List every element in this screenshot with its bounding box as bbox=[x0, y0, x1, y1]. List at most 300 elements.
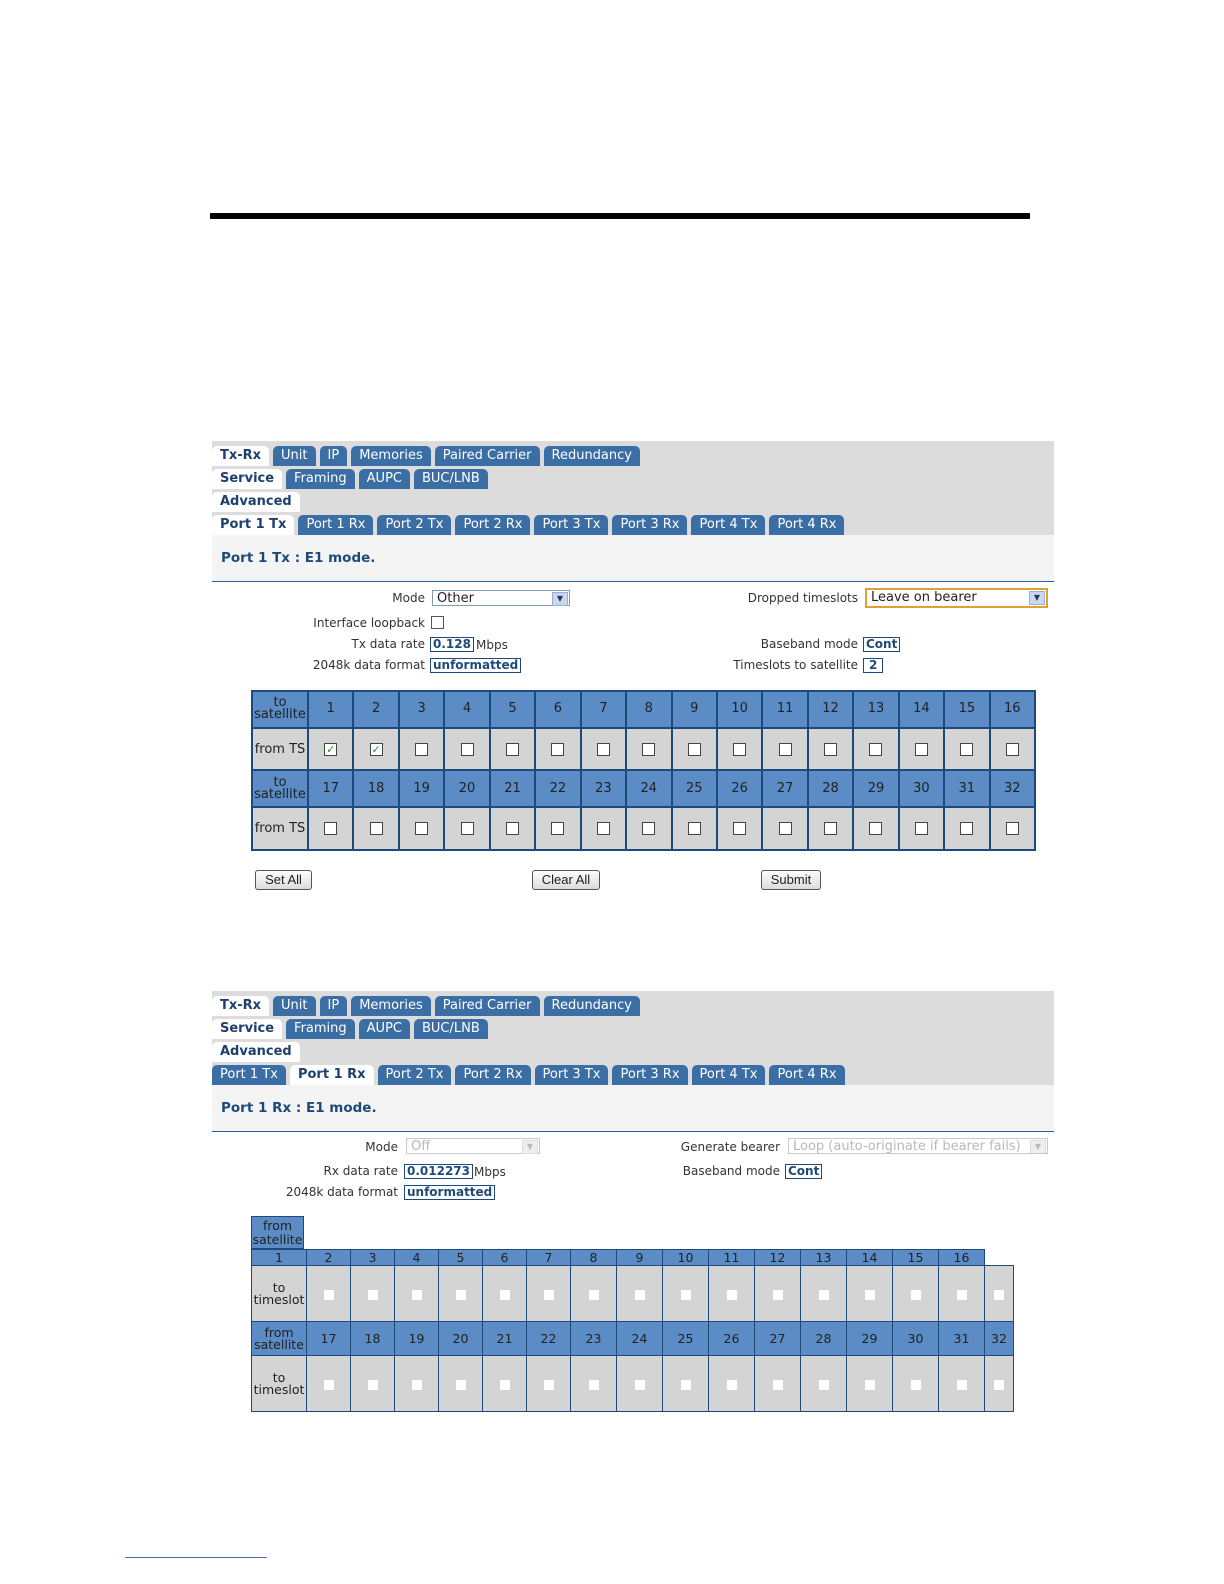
timeslot-checkbox[interactable] bbox=[733, 822, 746, 835]
tx-tabs bbox=[212, 441, 1054, 535]
tab-redundancy[interactable]: Redundancy bbox=[544, 996, 640, 1016]
tab-ip[interactable]: IP bbox=[320, 446, 348, 466]
tx-tabrow-port bbox=[212, 512, 1054, 535]
timeslot-checkbox[interactable] bbox=[368, 1380, 378, 1390]
tx-slot-cell bbox=[853, 728, 898, 771]
rx-slot-number: 1 bbox=[252, 1250, 307, 1266]
tx-format-label: 2048k data format bbox=[312, 658, 425, 672]
tx-slot-cell bbox=[444, 807, 489, 850]
tx-slot-cell bbox=[353, 807, 398, 850]
tx-slot-cell bbox=[808, 807, 853, 850]
tx-slot-cell bbox=[490, 807, 535, 850]
timeslot-checkbox[interactable]: ✓ bbox=[326, 742, 336, 756]
tx-slot-number: 10 bbox=[717, 691, 762, 728]
tx-slot-cell bbox=[308, 807, 353, 850]
tx-slot-number: 23 bbox=[581, 770, 626, 807]
timeslot-checkbox[interactable] bbox=[506, 822, 519, 835]
timeslot-checkbox[interactable] bbox=[773, 1380, 783, 1390]
tab-aupc[interactable]: AUPC bbox=[359, 1019, 410, 1039]
tx-format-value: unformatted bbox=[430, 658, 521, 673]
timeslot-checkbox[interactable] bbox=[727, 1380, 737, 1390]
timeslot-checkbox[interactable] bbox=[681, 1380, 691, 1390]
rx-slot-header-row bbox=[252, 1250, 1014, 1266]
tab-port-4-tx[interactable]: Port 4 Tx bbox=[692, 1065, 766, 1085]
tx-slot-number: 12 bbox=[808, 691, 853, 728]
tx-tabrow-main bbox=[212, 443, 1054, 466]
tab-ip[interactable]: IP bbox=[320, 996, 348, 1016]
tx-slot-cell bbox=[944, 807, 989, 850]
tx-rate-value: 0.128 bbox=[430, 637, 474, 652]
rx-rate-unit: Mbps bbox=[474, 1165, 506, 1179]
tx-slot-number: 1 bbox=[308, 691, 353, 728]
rx-slot-number: 21 bbox=[483, 1322, 527, 1356]
tx-slot-checkbox-row bbox=[252, 807, 1035, 850]
tx-row-header-from-ts: from TS bbox=[252, 807, 308, 850]
rx-slot-number: 12 bbox=[755, 1250, 801, 1266]
rx-slot-cell bbox=[483, 1356, 527, 1412]
rx-slot-cell bbox=[847, 1266, 893, 1322]
tx-slot-cell bbox=[626, 728, 671, 771]
rx-tabs bbox=[212, 991, 1054, 1085]
tx-mode-label: Mode bbox=[392, 591, 425, 605]
rx-slot-cell bbox=[893, 1356, 939, 1412]
timeslot-checkbox[interactable] bbox=[1006, 743, 1019, 756]
timeslot-checkbox[interactable] bbox=[773, 1290, 783, 1300]
timeslot-checkbox[interactable] bbox=[589, 1290, 599, 1300]
rx-slot-number: 11 bbox=[709, 1250, 755, 1266]
tx-slot-number: 3 bbox=[399, 691, 444, 728]
tx-form bbox=[212, 582, 1054, 690]
tx-slot-number: 25 bbox=[672, 770, 717, 807]
timeslot-checkbox[interactable] bbox=[551, 743, 564, 756]
tx-baseband-label: Baseband mode bbox=[760, 637, 858, 651]
tx-slot-number: 30 bbox=[899, 770, 944, 807]
tx-slot-cell bbox=[853, 807, 898, 850]
tab-port-3-rx[interactable]: Port 3 Rx bbox=[612, 1065, 687, 1085]
tx-slot-cell bbox=[626, 807, 671, 850]
rx-generate-label: Generate bearer bbox=[680, 1140, 780, 1154]
timeslot-checkbox[interactable] bbox=[415, 743, 428, 756]
timeslot-checkbox[interactable] bbox=[1006, 822, 1019, 835]
rx-slot-checkbox-row bbox=[252, 1356, 1014, 1412]
tx-slot-cell bbox=[990, 728, 1035, 771]
tx-slot-number: 26 bbox=[717, 770, 762, 807]
tx-slot-cell bbox=[899, 807, 944, 850]
tab-paired-carrier[interactable]: Paired Carrier bbox=[435, 446, 540, 466]
rx-mode-label: Mode bbox=[365, 1140, 398, 1154]
timeslot-checkbox[interactable] bbox=[911, 1290, 921, 1300]
rx-slot-cell bbox=[617, 1356, 663, 1412]
rx-slot-number: 30 bbox=[893, 1322, 939, 1356]
timeslot-checkbox[interactable] bbox=[597, 822, 610, 835]
rx-slot-cell bbox=[755, 1356, 801, 1412]
rx-slot-cell bbox=[893, 1266, 939, 1322]
rx-slot-number: 24 bbox=[617, 1322, 663, 1356]
tx-slot-number: 6 bbox=[535, 691, 580, 728]
timeslot-checkbox[interactable] bbox=[412, 1380, 422, 1390]
rx-slot-number: 14 bbox=[847, 1250, 893, 1266]
timeslot-checkbox[interactable] bbox=[688, 743, 701, 756]
timeslot-checkbox[interactable] bbox=[733, 743, 746, 756]
timeslot-checkbox[interactable] bbox=[412, 1290, 422, 1300]
tab-redundancy[interactable]: Redundancy bbox=[544, 446, 640, 466]
tx-slot-cell bbox=[581, 728, 626, 771]
tab-paired-carrier[interactable]: Paired Carrier bbox=[435, 996, 540, 1016]
rx-slot-number: 23 bbox=[571, 1322, 617, 1356]
timeslot-checkbox[interactable] bbox=[500, 1290, 510, 1300]
rx-slot-number: 16 bbox=[939, 1250, 985, 1266]
timeslot-checkbox[interactable] bbox=[960, 743, 973, 756]
tx-slot-cell bbox=[808, 728, 853, 771]
tab-memories[interactable]: Memories bbox=[351, 996, 431, 1016]
rx-slot-cell bbox=[709, 1356, 755, 1412]
tx-slot-number: 27 bbox=[762, 770, 807, 807]
rx-baseband-label: Baseband mode bbox=[682, 1164, 780, 1178]
timeslot-checkbox[interactable] bbox=[911, 1380, 921, 1390]
tx-slot-number: 31 bbox=[944, 770, 989, 807]
timeslot-checkbox[interactable] bbox=[500, 1380, 510, 1390]
rx-slot-number: 22 bbox=[527, 1322, 571, 1356]
tx-slot-cell bbox=[399, 728, 444, 771]
rx-slot-number: 19 bbox=[395, 1322, 439, 1356]
timeslot-checkbox[interactable] bbox=[915, 822, 928, 835]
timeslot-checkbox[interactable] bbox=[642, 822, 655, 835]
clear-all-button[interactable]: Clear All bbox=[532, 870, 600, 890]
timeslot-checkbox[interactable] bbox=[370, 822, 383, 835]
timeslot-checkbox[interactable] bbox=[957, 1290, 967, 1300]
timeslot-checkbox[interactable] bbox=[324, 1380, 334, 1390]
rx-slot-number: 4 bbox=[395, 1250, 439, 1266]
rx-slot-number: 18 bbox=[351, 1322, 395, 1356]
timeslot-checkbox[interactable] bbox=[994, 1290, 1004, 1300]
chevron-down-icon: ▼ bbox=[1030, 1140, 1046, 1154]
tx-slot-cell bbox=[581, 807, 626, 850]
tx-mode-value: Other bbox=[437, 591, 474, 606]
tx-slot-number: 19 bbox=[399, 770, 444, 807]
timeslot-checkbox[interactable] bbox=[681, 1290, 691, 1300]
tab-port-1-tx[interactable]: Port 1 Tx bbox=[212, 1065, 286, 1085]
timeslot-checkbox[interactable] bbox=[324, 822, 337, 835]
rx-slot-cell bbox=[307, 1266, 351, 1322]
rx-slot-number: 9 bbox=[617, 1250, 663, 1266]
timeslot-checkbox[interactable] bbox=[456, 1380, 466, 1390]
tx-slot-cell bbox=[308, 728, 353, 771]
tab-unit[interactable]: Unit bbox=[273, 996, 315, 1016]
tx-slot-number: 32 bbox=[990, 770, 1035, 807]
rx-slot-number: 7 bbox=[527, 1250, 571, 1266]
rx-slot-cell bbox=[847, 1356, 893, 1412]
set-all-button[interactable]: Set All bbox=[255, 870, 312, 890]
rx-baseband-value: Cont bbox=[785, 1164, 822, 1179]
tx-slot-number: 28 bbox=[808, 770, 853, 807]
tx-slot-number: 22 bbox=[535, 770, 580, 807]
timeslot-checkbox[interactable] bbox=[865, 1290, 875, 1300]
rx-slot-cell bbox=[483, 1266, 527, 1322]
tx-ts-to-sat-value: 2 bbox=[863, 658, 883, 673]
timeslot-checkbox[interactable] bbox=[915, 743, 928, 756]
rx-slot-number: 17 bbox=[307, 1322, 351, 1356]
rx-slot-cell bbox=[985, 1266, 1014, 1322]
timeslot-checkbox[interactable] bbox=[551, 822, 564, 835]
rx-slot-header-row bbox=[252, 1322, 1014, 1356]
timeslot-checkbox[interactable] bbox=[544, 1380, 554, 1390]
rx-slot-cell bbox=[939, 1266, 985, 1322]
tx-panel bbox=[212, 441, 1054, 690]
rx-slot-cell bbox=[307, 1356, 351, 1412]
tx-slot-header-row bbox=[252, 691, 1035, 728]
tab-port-2-rx[interactable]: Port 2 Rx bbox=[455, 1065, 530, 1085]
rx-slot-cell bbox=[439, 1356, 483, 1412]
tx-slot-number: 20 bbox=[444, 770, 489, 807]
rx-slot-cell bbox=[527, 1356, 571, 1412]
rx-row-header-to-timeslot: to timeslot bbox=[252, 1356, 307, 1412]
rx-tabrow-sub bbox=[212, 1016, 1054, 1039]
rx-slot-cell bbox=[985, 1356, 1014, 1412]
timeslot-checkbox[interactable] bbox=[688, 822, 701, 835]
tab-port-1-rx[interactable]: Port 1 Rx bbox=[290, 1065, 374, 1085]
tx-ts-to-sat-label: Timeslots to satellite bbox=[733, 658, 858, 672]
rx-slot-cell bbox=[527, 1266, 571, 1322]
tab-port-3-rx[interactable]: Port 3 Rx bbox=[612, 515, 687, 535]
tx-rate-unit: Mbps bbox=[476, 638, 508, 652]
rx-slot-number: 6 bbox=[483, 1250, 527, 1266]
rx-slot-number: 10 bbox=[663, 1250, 709, 1266]
tab-buc-lnb[interactable]: BUC/LNB bbox=[414, 469, 488, 489]
tab-port-2-tx[interactable]: Port 2 Tx bbox=[378, 1065, 452, 1085]
timeslot-checkbox[interactable] bbox=[865, 1380, 875, 1390]
tab-advanced[interactable]: Advanced bbox=[212, 492, 300, 512]
timeslot-checkbox[interactable]: ✓ bbox=[371, 742, 381, 756]
rx-generate-select[interactable] bbox=[788, 1138, 1048, 1154]
tx-slot-checkbox-row bbox=[252, 728, 1035, 771]
tab-port-4-rx[interactable]: Port 4 Rx bbox=[769, 515, 844, 535]
timeslot-checkbox[interactable] bbox=[415, 822, 428, 835]
rx-slot-cell bbox=[663, 1266, 709, 1322]
tab-port-4-rx[interactable]: Port 4 Rx bbox=[769, 1065, 844, 1085]
timeslot-checkbox[interactable] bbox=[994, 1380, 1004, 1390]
tx-slot-number: 5 bbox=[490, 691, 535, 728]
tab-tx-rx[interactable]: Tx-Rx bbox=[212, 996, 269, 1016]
rx-form bbox=[212, 1132, 1054, 1216]
rx-mode-value: Off bbox=[411, 1139, 431, 1154]
rx-slot-number: 15 bbox=[893, 1250, 939, 1266]
rx-slot-number: 32 bbox=[985, 1322, 1014, 1356]
chevron-down-icon: ▼ bbox=[522, 1140, 538, 1154]
rx-slot-number: 31 bbox=[939, 1322, 985, 1356]
timeslot-checkbox[interactable] bbox=[869, 743, 882, 756]
rx-rate-value: 0.012273 bbox=[404, 1164, 473, 1179]
tx-slot-number: 15 bbox=[944, 691, 989, 728]
rx-generate-value: Loop (auto-originate if bearer fails) bbox=[793, 1139, 1021, 1154]
timeslot-checkbox[interactable] bbox=[635, 1290, 645, 1300]
timeslot-checkbox[interactable] bbox=[461, 743, 474, 756]
rx-timeslot-table bbox=[251, 1249, 1014, 1412]
rx-slot-cell bbox=[755, 1266, 801, 1322]
tx-slot-number: 4 bbox=[444, 691, 489, 728]
rx-slot-cell bbox=[571, 1356, 617, 1412]
tab-tx-rx[interactable]: Tx-Rx bbox=[212, 446, 269, 466]
timeslot-checkbox[interactable] bbox=[869, 822, 882, 835]
rx-slot-cell bbox=[801, 1266, 847, 1322]
timeslot-checkbox[interactable] bbox=[779, 822, 792, 835]
tx-tabrow-sub bbox=[212, 466, 1054, 489]
tx-slot-header-row bbox=[252, 770, 1035, 807]
tx-page-title: Port 1 Tx : E1 mode. bbox=[212, 535, 1054, 582]
tx-slot-cell bbox=[899, 728, 944, 771]
tab-port-2-rx[interactable]: Port 2 Rx bbox=[455, 515, 530, 535]
rx-slot-number: 29 bbox=[847, 1322, 893, 1356]
tx-slot-cell bbox=[672, 728, 717, 771]
timeslot-checkbox[interactable] bbox=[635, 1380, 645, 1390]
tx-slot-cell bbox=[762, 728, 807, 771]
header-rule bbox=[210, 213, 1030, 219]
rx-slot-checkbox-row bbox=[252, 1266, 1014, 1322]
rx-slot-number: 25 bbox=[663, 1322, 709, 1356]
timeslot-checkbox[interactable] bbox=[957, 1380, 967, 1390]
tx-tabrow-adv bbox=[212, 489, 1054, 512]
rx-slot-cell bbox=[939, 1356, 985, 1412]
tab-service[interactable]: Service bbox=[212, 469, 282, 489]
rx-page-title: Port 1 Rx : E1 mode. bbox=[212, 1085, 1054, 1132]
rx-tabrow-main bbox=[212, 993, 1054, 1016]
rx-rate-label: Rx data rate bbox=[323, 1164, 398, 1178]
timeslot-checkbox[interactable] bbox=[544, 1290, 554, 1300]
tx-row-header-to-satellite: to satellite bbox=[252, 770, 308, 807]
rx-tabrow-adv bbox=[212, 1039, 1054, 1062]
timeslot-checkbox[interactable] bbox=[456, 1290, 466, 1300]
timeslot-checkbox[interactable] bbox=[960, 822, 973, 835]
tx-mode-select[interactable] bbox=[432, 590, 570, 606]
rx-tabrow-port bbox=[212, 1062, 1054, 1085]
tx-slot-number: 8 bbox=[626, 691, 671, 728]
footnote-rule bbox=[125, 1557, 267, 1558]
timeslot-checkbox[interactable] bbox=[819, 1380, 829, 1390]
rx-slot-cell bbox=[395, 1356, 439, 1412]
tx-slot-cell bbox=[762, 807, 807, 850]
tx-slot-number: 17 bbox=[308, 770, 353, 807]
tx-slot-cell bbox=[490, 728, 535, 771]
timeslot-checkbox[interactable] bbox=[642, 743, 655, 756]
rx-row-header-to-timeslot: to timeslot bbox=[252, 1266, 307, 1322]
chevron-down-icon: ▼ bbox=[552, 592, 568, 606]
tx-slot-number: 11 bbox=[762, 691, 807, 728]
timeslot-checkbox[interactable] bbox=[461, 822, 474, 835]
timeslot-checkbox[interactable] bbox=[819, 1290, 829, 1300]
tab-memories[interactable]: Memories bbox=[351, 446, 431, 466]
timeslot-checkbox[interactable] bbox=[368, 1290, 378, 1300]
timeslot-checkbox[interactable] bbox=[589, 1380, 599, 1390]
submit-button[interactable]: Submit bbox=[761, 870, 821, 890]
rx-from-satellite-corner: from satellite bbox=[252, 1218, 303, 1247]
tab-port-2-tx[interactable]: Port 2 Tx bbox=[377, 515, 451, 535]
tab-port-4-tx[interactable]: Port 4 Tx bbox=[691, 515, 765, 535]
tx-slot-cell bbox=[353, 728, 398, 771]
rx-slot-cell bbox=[801, 1356, 847, 1412]
rx-panel bbox=[212, 991, 1054, 1216]
rx-slot-cell bbox=[439, 1266, 483, 1322]
tx-slot-number: 21 bbox=[490, 770, 535, 807]
tx-slot-cell bbox=[990, 807, 1035, 850]
tab-port-1-rx[interactable]: Port 1 Rx bbox=[298, 515, 373, 535]
tx-baseband-value: Cont bbox=[863, 637, 900, 652]
tab-framing[interactable]: Framing bbox=[286, 469, 355, 489]
tx-slot-cell bbox=[672, 807, 717, 850]
tx-loopback-label: Interface loopback bbox=[313, 616, 425, 630]
tx-slot-cell bbox=[717, 728, 762, 771]
rx-header-spacer bbox=[985, 1250, 1014, 1266]
tx-dropped-select[interactable] bbox=[865, 588, 1048, 608]
tx-rate-label: Tx data rate bbox=[351, 637, 425, 651]
tab-port-3-tx[interactable]: Port 3 Tx bbox=[534, 515, 608, 535]
rx-mode-select[interactable] bbox=[406, 1138, 540, 1154]
tx-slot-number: 29 bbox=[853, 770, 898, 807]
rx-slot-cell bbox=[351, 1266, 395, 1322]
tab-port-1-tx[interactable]: Port 1 Tx bbox=[212, 515, 294, 535]
tx-slot-cell bbox=[535, 728, 580, 771]
timeslot-checkbox[interactable] bbox=[727, 1290, 737, 1300]
tx-dropped-label: Dropped timeslots bbox=[747, 591, 858, 605]
tx-slot-number: 18 bbox=[353, 770, 398, 807]
rx-slot-cell bbox=[571, 1266, 617, 1322]
rx-slot-cell bbox=[709, 1266, 755, 1322]
tx-slot-number: 14 bbox=[899, 691, 944, 728]
tx-slot-number: 9 bbox=[672, 691, 717, 728]
rx-slot-number: 5 bbox=[439, 1250, 483, 1266]
tx-slot-cell bbox=[944, 728, 989, 771]
tx-slot-cell bbox=[717, 807, 762, 850]
tx-slot-number: 16 bbox=[990, 691, 1035, 728]
rx-slot-number: 2 bbox=[307, 1250, 351, 1266]
timeslot-checkbox[interactable] bbox=[779, 743, 792, 756]
rx-slot-number: 20 bbox=[439, 1322, 483, 1356]
rx-slot-number: 13 bbox=[801, 1250, 847, 1266]
timeslot-checkbox[interactable] bbox=[597, 743, 610, 756]
tx-slot-number: 2 bbox=[353, 691, 398, 728]
tx-row-header-to-satellite: to satellite bbox=[252, 691, 308, 728]
rx-row-header-from-satellite: from satellite bbox=[252, 1322, 307, 1356]
tab-port-3-tx[interactable]: Port 3 Tx bbox=[535, 1065, 609, 1085]
tab-buc-lnb[interactable]: BUC/LNB bbox=[414, 1019, 488, 1039]
tab-framing[interactable]: Framing bbox=[286, 1019, 355, 1039]
tx-dropped-value: Leave on bearer bbox=[871, 590, 977, 605]
tab-advanced[interactable]: Advanced bbox=[212, 1042, 300, 1062]
tx-slot-number: 13 bbox=[853, 691, 898, 728]
rx-slot-cell bbox=[663, 1356, 709, 1412]
tx-timeslot-table bbox=[251, 690, 1036, 851]
timeslot-checkbox[interactable] bbox=[506, 743, 519, 756]
chevron-down-icon: ▼ bbox=[1029, 591, 1045, 605]
rx-slot-cell bbox=[351, 1356, 395, 1412]
timeslot-checkbox[interactable] bbox=[824, 743, 837, 756]
rx-slot-cell bbox=[395, 1266, 439, 1322]
rx-slot-number: 27 bbox=[755, 1322, 801, 1356]
rx-slot-number: 28 bbox=[801, 1322, 847, 1356]
rx-slot-number: 8 bbox=[571, 1250, 617, 1266]
tx-slot-cell bbox=[444, 728, 489, 771]
tx-slot-cell bbox=[535, 807, 580, 850]
tx-slot-number: 7 bbox=[581, 691, 626, 728]
tx-slot-cell bbox=[399, 807, 444, 850]
tab-unit[interactable]: Unit bbox=[273, 446, 315, 466]
timeslot-checkbox[interactable] bbox=[824, 822, 837, 835]
tx-loopback-checkbox[interactable] bbox=[431, 616, 444, 629]
rx-slot-number: 3 bbox=[351, 1250, 395, 1266]
timeslot-checkbox[interactable] bbox=[324, 1290, 334, 1300]
rx-format-value: unformatted bbox=[404, 1185, 495, 1200]
tx-row-header-from-ts: from TS bbox=[252, 728, 308, 771]
tab-service[interactable]: Service bbox=[212, 1019, 282, 1039]
tab-aupc[interactable]: AUPC bbox=[359, 469, 410, 489]
